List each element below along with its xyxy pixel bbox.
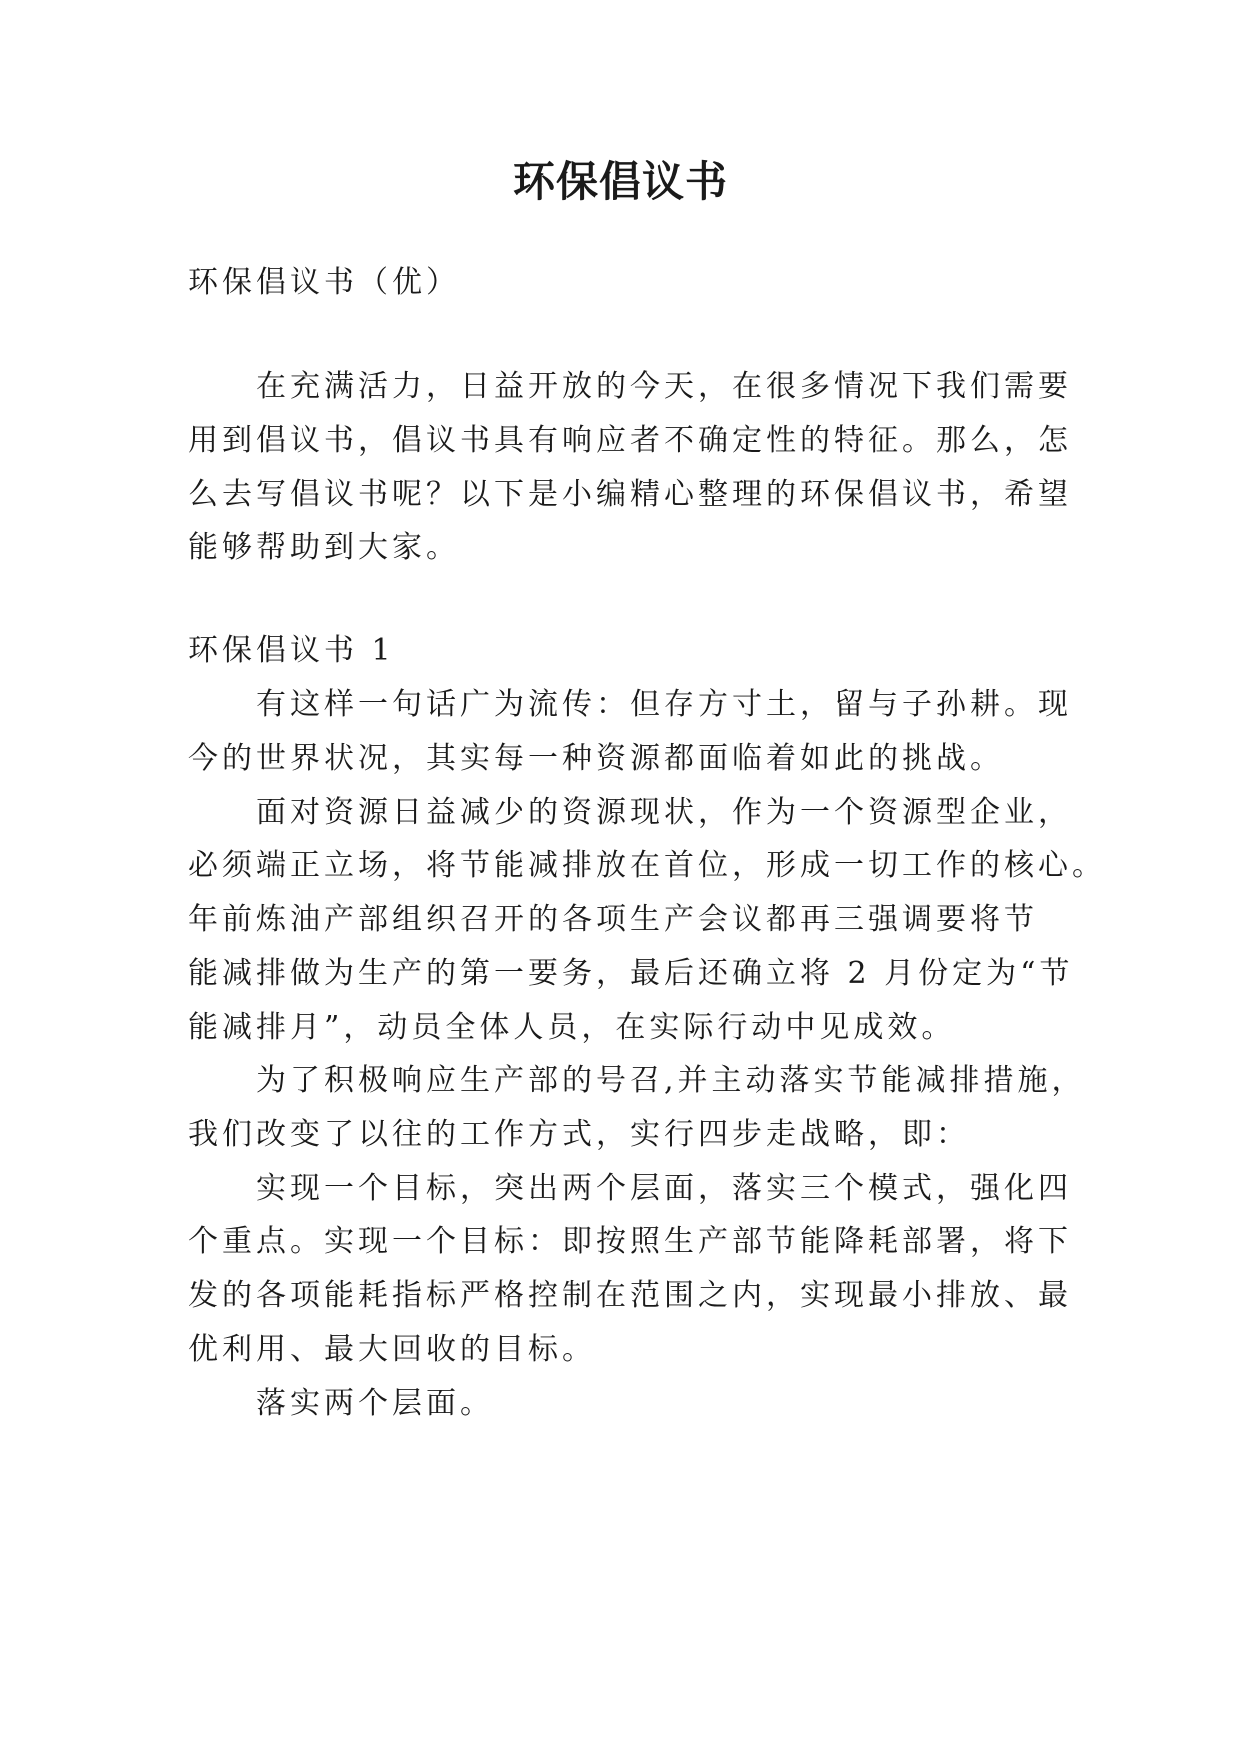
body-line: 实现一个目标，突出两个层面，落实三个模式，强化四 (256, 1171, 1072, 1206)
body-line: 能减排做为生产的第一要务，最后还确立将 2 月份定为“节 (188, 956, 1074, 991)
body-line: 发的各项能耗指标严格控制在范围之内，实现最小排放、最 (188, 1278, 1072, 1313)
body-line: 面对资源日益减少的资源现状，作为一个资源型企业， (256, 795, 1072, 830)
body-line: 今的世界状况，其实每一种资源都面临着如此的挑战。 (188, 741, 1004, 776)
document-subtitle: 环保倡议书（优） (188, 265, 460, 300)
intro-line: 在充满活力，日益开放的今天，在很多情况下我们需要 (256, 369, 1072, 404)
intro-line: 用到倡议书，倡议书具有响应者不确定性的特征。那么，怎 (188, 423, 1072, 458)
body-line: 我们改变了以往的工作方式，实行四步走战略，即： (188, 1117, 970, 1152)
body-line: 能减排月”，动员全体人员，在实际行动中见成效。 (188, 1010, 956, 1045)
body-line: 有这样一句话广为流传：但存方寸土，留与子孙耕。现 (256, 687, 1072, 722)
body-line: 必须端正立场，将节能减排放在首位，形成一切工作的核心。 (188, 848, 1106, 883)
intro-line: 能够帮助到大家。 (188, 530, 460, 565)
intro-line: 么去写倡议书呢？以下是小编精心整理的环保倡议书，希望 (188, 477, 1072, 512)
body-line: 落实两个层面。 (256, 1386, 494, 1421)
body-line: 优利用、最大回收的目标。 (188, 1332, 596, 1367)
document-title: 环保倡议书 (512, 157, 728, 206)
body-line: 为了积极响应生产部的号召,并主动落实节能减排措施， (256, 1063, 1086, 1098)
section-heading: 环保倡议书 1 (188, 633, 395, 668)
body-line: 年前炼油产部组织召开的各项生产会议都再三强调要将节 (188, 902, 1038, 937)
body-line: 个重点。实现一个目标：即按照生产部节能降耗部署，将下 (188, 1224, 1072, 1259)
